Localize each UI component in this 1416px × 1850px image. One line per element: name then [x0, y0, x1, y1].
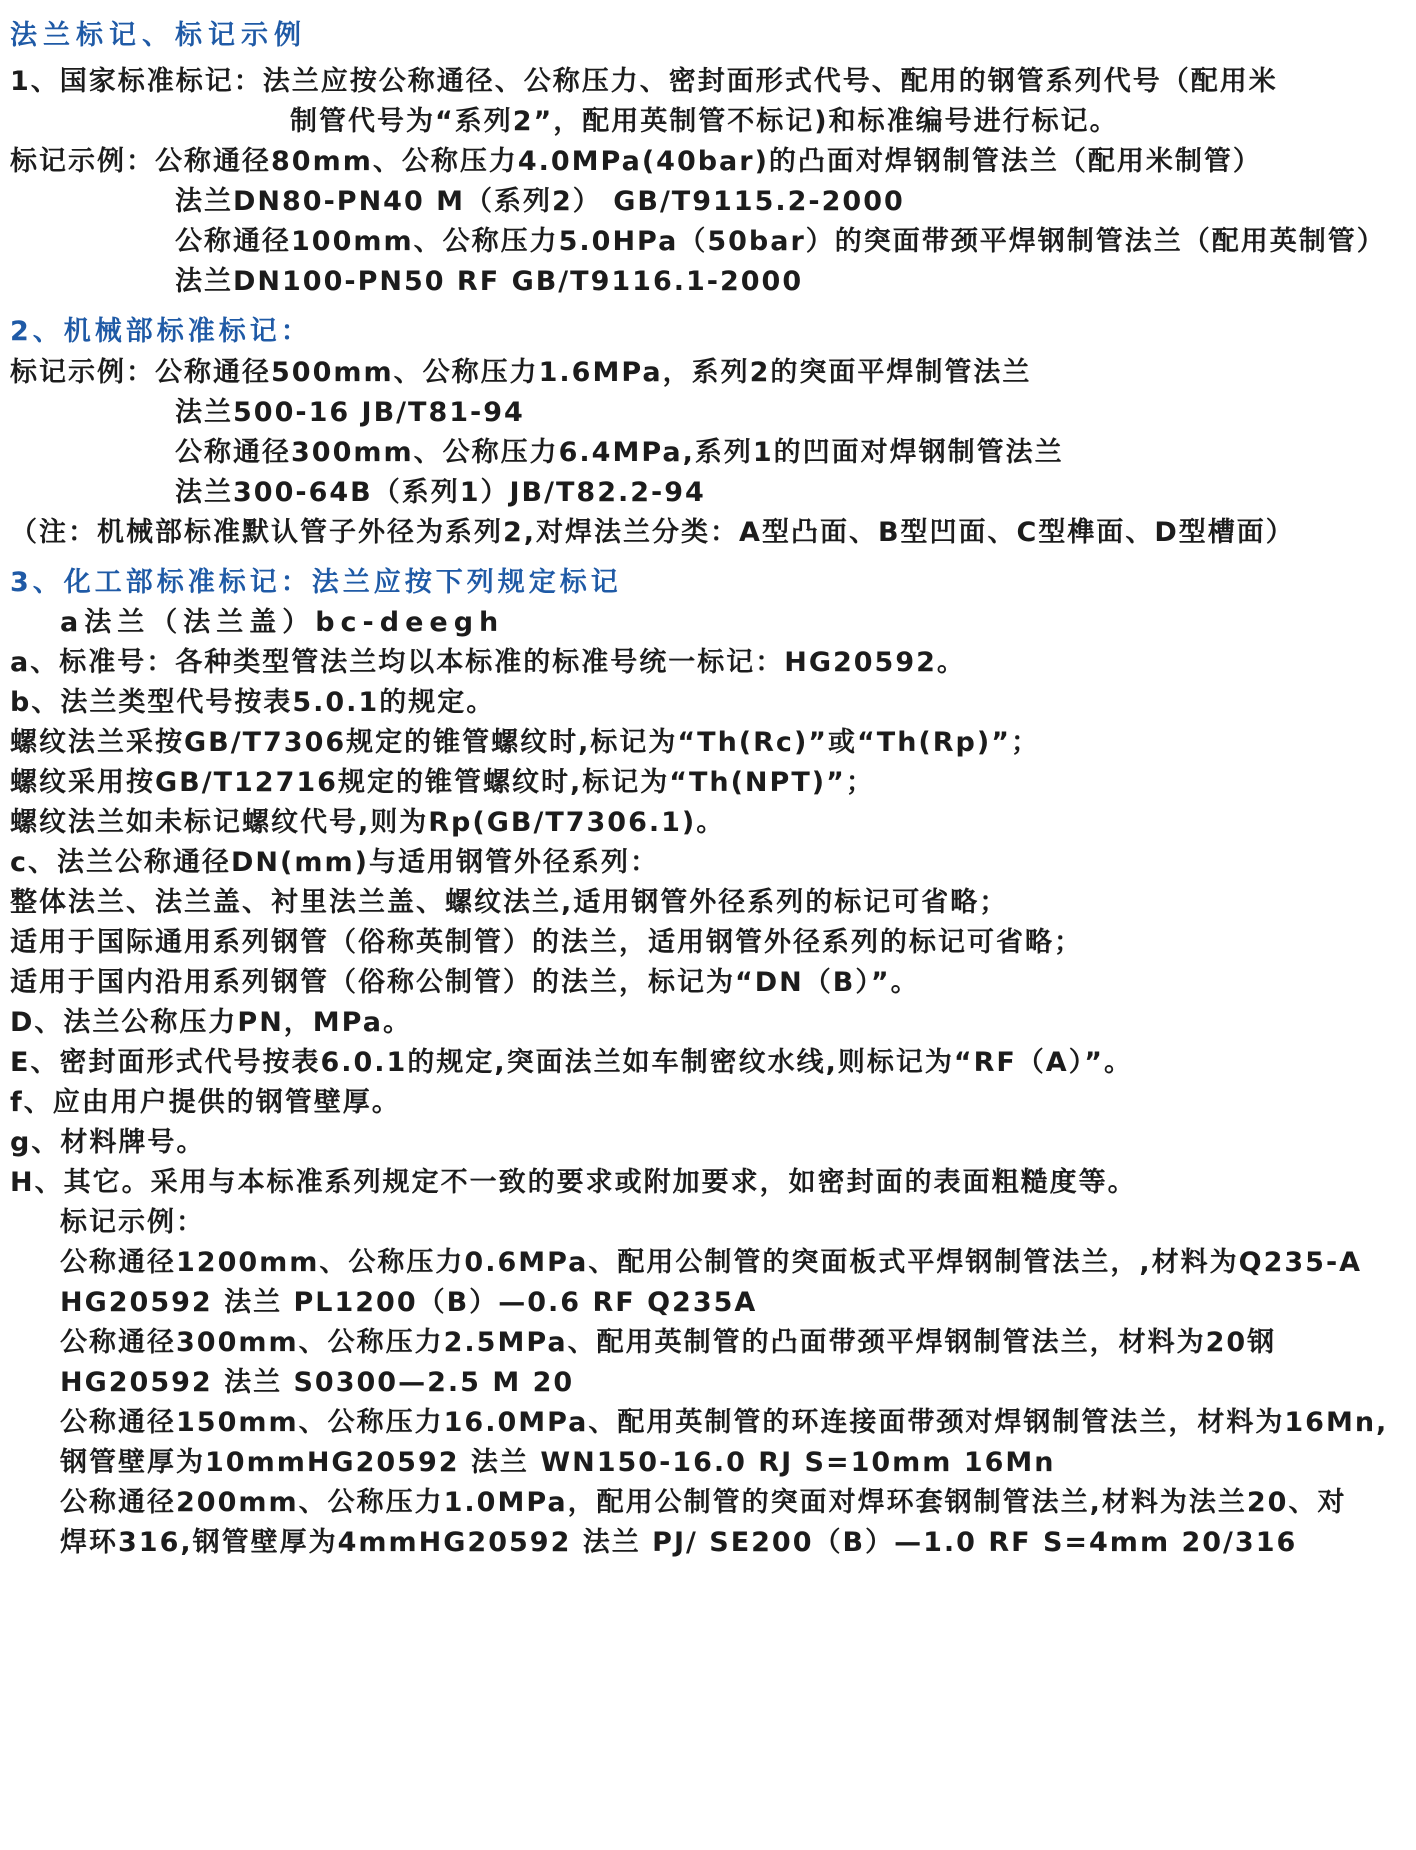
s3-line: c、法兰公称通径DN(mm)与适用钢管外径系列：	[10, 847, 659, 878]
s3-example-line: 钢管壁厚为10mmHG20592 法兰 WN150-16.0 RJ S=10mm 16Mn	[60, 1447, 1056, 1478]
s3-line: 适用于国内沿用系列钢管（俗称公制管）的法兰，标记为“DN（B）”。	[10, 967, 920, 998]
s3-example-line: 公称通径150mm、公称压力16.0MPa、配用英制管的环连接面带颈对焊钢制管法兰，材料为16Mn,	[60, 1407, 1389, 1438]
s3-line: D、法兰公称压力PN，MPa。	[10, 1007, 412, 1038]
s1-line2: 制管代号为“系列2”，配用英制管不标记)和标准编号进行标记。	[290, 106, 1119, 137]
s3-line: E、密封面形式代号按表6.0.1的规定,突面法兰如车制密纹水线,则标记为“RF（A）”。	[10, 1047, 1133, 1078]
s3-line: H、其它。采用与本标准系列规定不一致的要求或附加要求，如密封面的表面粗糙度等。	[10, 1167, 1137, 1198]
s3-line: 螺纹法兰采按GB/T7306规定的锥管螺纹时,标记为“Th(Rc)”或“Th(Rp)”；	[10, 727, 1040, 758]
s2-example-1: 法兰500-16 JB/T81-94	[175, 397, 525, 428]
s2-example-label: 标记示例：公称通径500mm、公称压力1.6MPa，系列2的突面平焊制管法兰	[10, 357, 1032, 388]
section-title: 法兰标记、标记示例	[10, 20, 307, 51]
s3-line: f、应由用户提供的钢管壁厚。	[10, 1087, 401, 1118]
s3-example-line: 公称通径1200mm、公称压力0.6MPa、配用公制管的突面板式平焊钢制管法兰，,材料为Q235-A	[60, 1247, 1363, 1278]
s3-title: 3、化工部标准标记：法兰应按下列规定标记	[10, 567, 622, 598]
s3-example-line: HG20592 法兰 S0300—2.5 M 20	[60, 1367, 575, 1398]
s3-line: 螺纹采用按GB/T12716规定的锥管螺纹时,标记为“Th(NPT)”；	[10, 767, 875, 798]
s3-example-line: HG20592 法兰 PL1200（B）—0.6 RF Q235A	[60, 1287, 758, 1318]
s1-example-1: 法兰DN80-PN40 M（系列2） GB/T9115.2-2000	[175, 186, 905, 217]
s1-example-2: 公称通径100mm、公称压力5.0HPa（50bar）的突面带颈平焊钢制管法兰（配用英制管）	[175, 226, 1386, 257]
s3-line: a、标准号：各种类型管法兰均以本标准的标准号统一标记：HG20592。	[10, 647, 966, 678]
s3-example-line: 公称通径200mm、公称压力1.0MPa，配用公制管的突面对焊环套钢制管法兰,材料为法兰20、对	[60, 1487, 1347, 1518]
s1-example-3: 法兰DN100-PN50 RF GB/T9116.1-2000	[175, 266, 804, 297]
s2-note: （注：机械部标准默认管子外径为系列2,对焊法兰分类：A型凸面、B型凹面、C型榫面、D型槽面）	[10, 517, 1295, 548]
s3-line: 螺纹法兰如未标记螺纹代号,则为Rp(GB/T7306.1)。	[10, 807, 726, 838]
s3-line: g、材料牌号。	[10, 1127, 206, 1158]
s3-example-line: 焊环316,钢管壁厚为4mmHG20592 法兰 PJ/ SE200（B）—1.0 RF S=4mm 20/316	[60, 1527, 1298, 1558]
s3-line: 适用于国际通用系列钢管（俗称英制管）的法兰，适用钢管外径系列的标记可省略；	[10, 927, 1083, 958]
s1-line1: 1、国家标准标记：法兰应按公称通径、公称压力、密封面形式代号、配用的钢管系列代号（配用米	[10, 66, 1278, 97]
s3-line: b、法兰类型代号按表5.0.1的规定。	[10, 687, 496, 718]
s2-title: 2、机械部标准标记：	[10, 316, 312, 347]
s3-line: 整体法兰、法兰盖、衬里法兰盖、螺纹法兰,适用钢管外径系列的标记可省略；	[10, 887, 1009, 918]
s2-example-3: 法兰300-64B（系列1）JB/T82.2-94	[175, 477, 706, 508]
s3-example-line: 公称通径300mm、公称压力2.5MPa、配用英制管的凸面带颈平焊钢制管法兰，材料为20钢	[60, 1327, 1277, 1358]
s1-example-label: 标记示例：公称通径80mm、公称压力4.0MPa(40bar)的凸面对焊钢制管法兰（配用米制管）	[10, 146, 1262, 177]
s3-format: a法兰（法兰盖）bc-deegh	[60, 607, 505, 638]
s2-example-2: 公称通径300mm、公称压力6.4MPa,系列1的凹面对焊钢制管法兰	[175, 437, 1064, 468]
s3-example-label: 标记示例：	[60, 1207, 205, 1238]
